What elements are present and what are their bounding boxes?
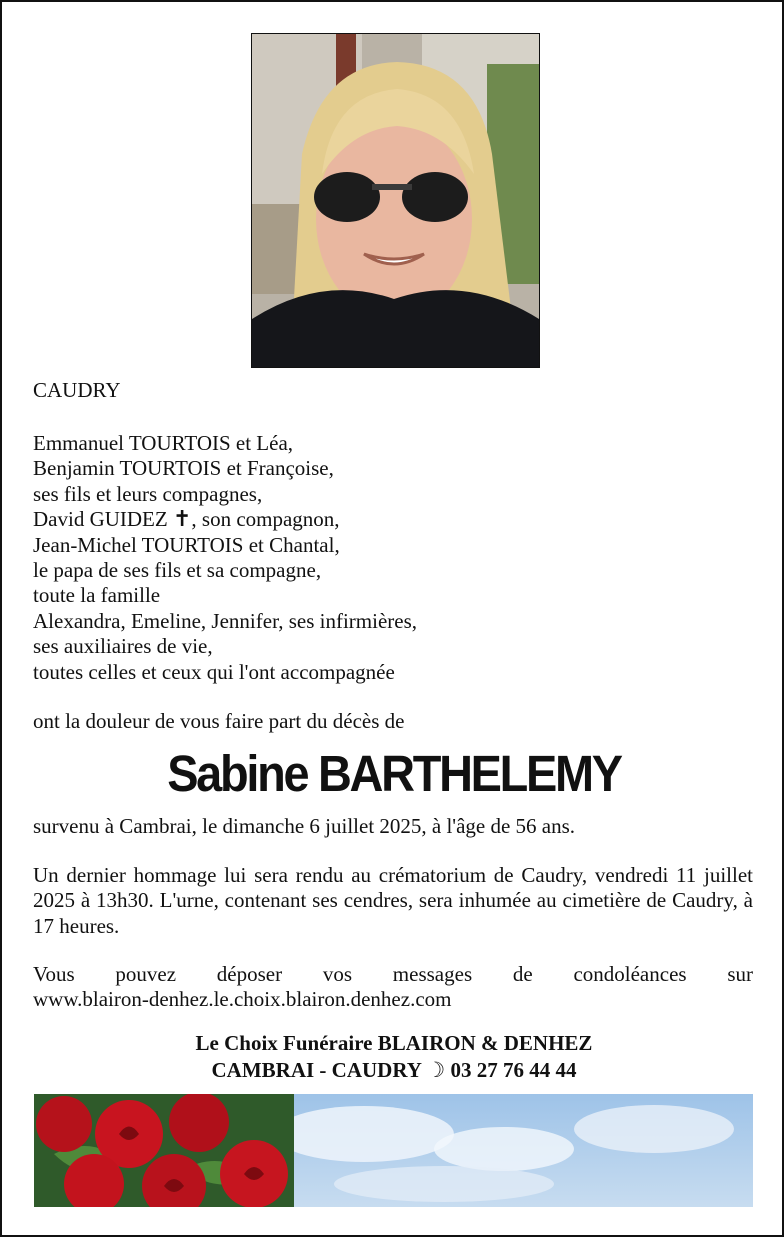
family-line: toute la famille <box>33 583 161 608</box>
funeral-home-contact <box>2 1057 784 1084</box>
funeral-home-block <box>2 1030 784 1084</box>
family-line: ses fils et leurs compagnes, <box>33 481 263 506</box>
city-heading: CAUDRY <box>33 378 121 402</box>
family-list <box>33 431 753 685</box>
portrait-photo <box>251 33 540 368</box>
companion-name: David GUIDEZ <box>33 507 168 532</box>
phone-icon: ☽ <box>426 1058 446 1082</box>
family-line-companion <box>33 507 753 532</box>
family-line: Benjamin TOURTOIS et Françoise, <box>33 456 334 481</box>
messages-line: Vous pouvez déposer vos messages de condoléances sur <box>33 962 753 986</box>
hommage-paragraph: Un dernier hommage lui sera rendu au crématorium de Caudry, vendredi 11 juillet 2025 à 13h30. L'urne, contenant ses cendres, sera inhumée au cimetière de Caudry, à 17 heures. <box>33 863 753 938</box>
intro-sentence: ont la douleur de vous faire part du décès de <box>33 709 405 733</box>
condolences-website: www.blairon-denhez.le.choix.blairon.denhez.com <box>33 987 452 1012</box>
messages-paragraph <box>33 962 753 1013</box>
family-line: ses auxiliaires de vie, <box>33 634 213 659</box>
companion-suffix: , son compagnon, <box>191 507 340 532</box>
family-line: Emmanuel TOURTOIS et Léa, <box>33 431 294 455</box>
deceased-name: Sabine BARTHELEMY <box>167 745 621 802</box>
roses-sky-banner <box>34 1094 753 1207</box>
funeral-city: CAMBRAI - CAUDRY <box>211 1058 422 1082</box>
funeral-phone: 03 27 76 44 44 <box>450 1058 577 1082</box>
roses-banner-image <box>34 1094 753 1207</box>
family-line: le papa de ses fils et sa compagne, <box>33 558 322 583</box>
family-line: toutes celles et ceux qui l'ont accompagnée <box>33 659 395 684</box>
portrait-image <box>252 34 539 367</box>
funeral-home-name: Le Choix Funéraire BLAIRON & DENHEZ <box>195 1031 593 1055</box>
family-line: Alexandra, Emeline, Jennifer, ses infirmières, <box>33 608 418 633</box>
cross-icon: ✝ <box>172 507 192 533</box>
family-line: Jean-Michel TOURTOIS et Chantal, <box>33 532 340 557</box>
death-notice: survenu à Cambrai, le dimanche 6 juillet 2025, à l'âge de 56 ans. <box>33 814 576 838</box>
